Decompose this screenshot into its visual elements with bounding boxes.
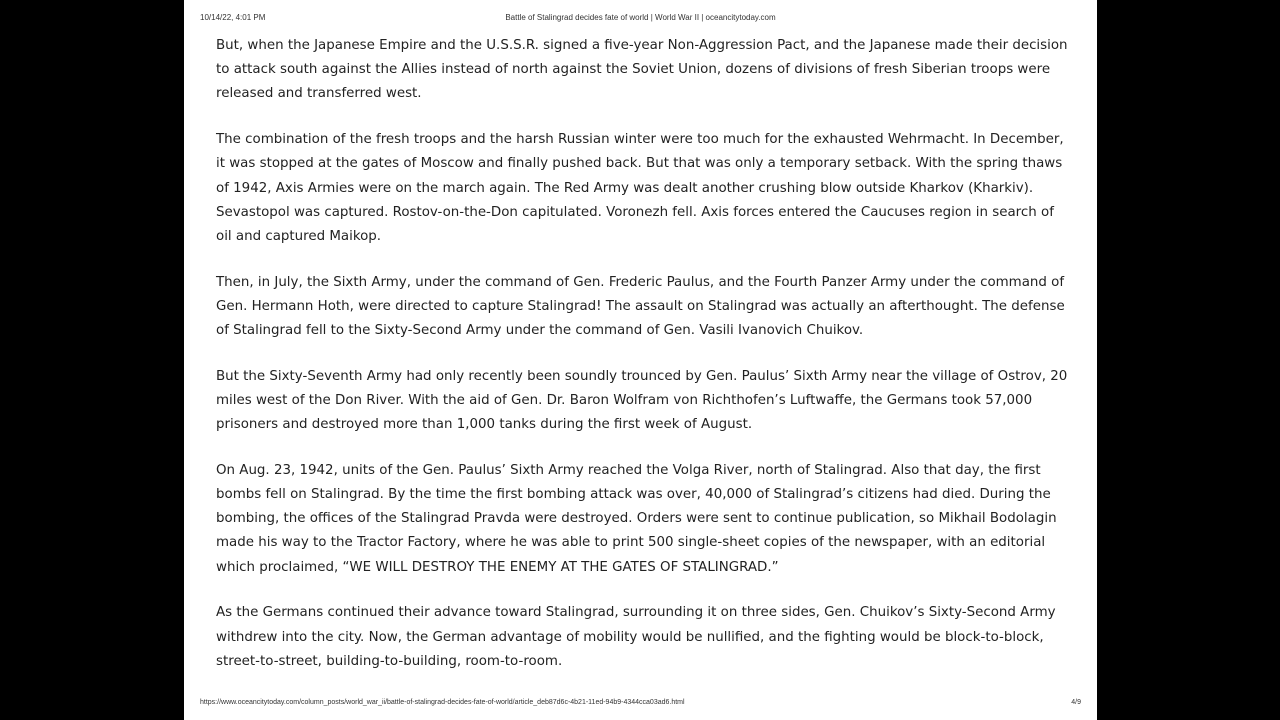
article-body bbox=[216, 34, 1072, 695]
document-page bbox=[184, 0, 1097, 720]
print-datetime: 10/14/22, 4:01 PM bbox=[200, 13, 266, 22]
print-url: https://www.oceancitytoday.com/column_posts/world_war_ii/battle-of-stalingrad-decides-fate-of-world/article_deb87d6c-4b21-11ed-94b9-4344cca03ad6.html bbox=[200, 699, 685, 706]
print-footer bbox=[200, 699, 1081, 711]
article-paragraph: The combination of the fresh troops and the harsh Russian winter were too much for the exhausted Wehrmacht. In December, it was stopped at the gates of Moscow and finally pushed back. But that was only a temporary setback. With the spring thaws of 1942, Axis Armies were on the march again. The Red Army was dealt another crushing blow outside Kharkov (Kharkiv). Sevastopol was captured. Rostov-on-the-Don capitulated. Voronezh fell. Axis forces entered the Caucuses region in search of oil and captured Maikop. bbox=[216, 132, 1064, 244]
page-number: 4/9 bbox=[1071, 699, 1081, 706]
print-page-title: Battle of Stalingrad decides fate of world | World War II | oceancitytoday.com bbox=[505, 13, 776, 22]
article-paragraph: But the Sixty-Seventh Army had only recently been soundly trounced by Gen. Paulus’ Sixth Army near the village of Ostrov, 20 miles west of the Don River. With the aid of Gen. Dr. Baron Wolfram von Richthofen’s Luftwaffe, the Germans took 57,000 prisoners and destroyed more than 1,000 tanks during the first week of August. bbox=[216, 368, 1068, 433]
article-paragraph: Then, in July, the Sixth Army, under the command of Gen. Frederic Paulus, and the Fourth Panzer Army under the command of Gen. Hermann Hoth, were directed to capture Stalingrad! The assault on Stalingrad was actually an afterthought. The defense of Stalingrad fell to the Sixty-Second Army under the command of Gen. Vasili Ivanovich Chuikov. bbox=[216, 274, 1065, 339]
article-paragraph: As the Germans continued their advance toward Stalingrad, surrounding it on three sides, Gen. Chuikov’s Sixty-Second Army withdrew into the city. Now, the German advantage of mobility would be nullified, and the fighting would be block-to-block, street-to-street, building-to-building, room-to-room. bbox=[216, 605, 1056, 669]
print-header bbox=[200, 13, 1081, 25]
article-paragraph: But, when the Japanese Empire and the U.S.S.R. signed a five-year Non-Aggression Pact, and the Japanese made their decision to attack south against the Allies instead of north against the Soviet Union, dozens of divisions of fresh Siberian troops were released and transferred west. bbox=[216, 38, 1068, 102]
article-paragraph: On Aug. 23, 1942, units of the Gen. Paulus’ Sixth Army reached the Volga River, north of Stalingrad. Also that day, the first bombs fell on Stalingrad. By the time the first bombing attack was over, 40,000 of Stalingrad’s citizens had died. During the bombing, the offices of the Stalingrad Pravda were destroyed. Orders were sent to continue publication, so Mikhail Bodolagin made his way to the Tractor Factory, where he was able to print 500 single-sheet copies of the newspaper, with an editorial which proclaimed, “WE WILL DESTROY THE ENEMY AT THE GATES OF STALINGRAD.” bbox=[216, 462, 1057, 575]
